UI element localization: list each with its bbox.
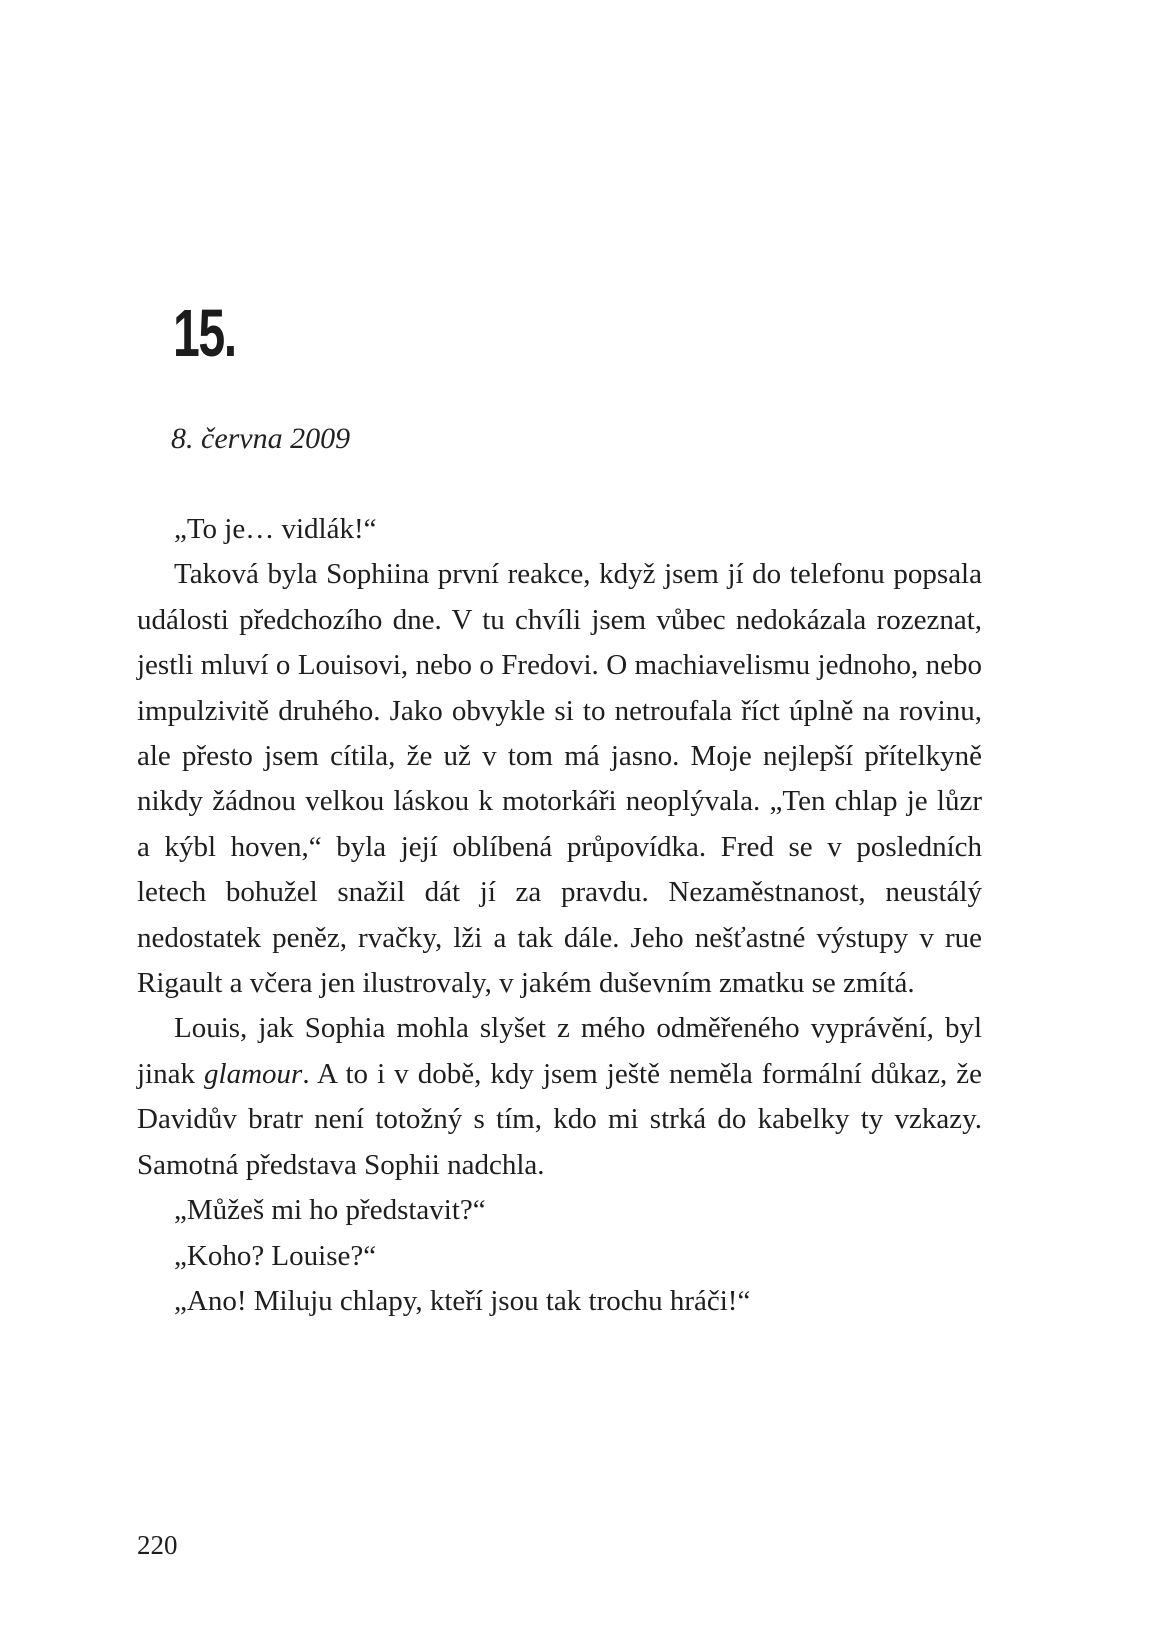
italic-word-glamour: glamour bbox=[204, 1057, 303, 1090]
chapter-date: 8. června 2009 bbox=[171, 422, 351, 455]
page-number: 220 bbox=[137, 1530, 178, 1560]
paragraph-text-segment: . A to i v době, kdy jsem ještě neměla formální důkaz, že Davidův bratr není totožný s tím, kdo mi strká do kabelky ty vzkazy. Samotná představa Sophii nadchla. bbox=[137, 1057, 982, 1181]
chapter-number: 15. bbox=[173, 296, 236, 371]
paragraph-text-segment: Louis, jak Sophia mohla slyšet z mého odměřeného vyprávění, byl jinak bbox=[137, 1012, 982, 1090]
paragraph-dialogue-muzes: „Můžeš mi ho představit?“ bbox=[174, 1194, 486, 1227]
paragraph-louis-glamour bbox=[137, 1006, 982, 1188]
paragraph-dialogue-ano: „Ano! Miluju chlapy, kteří jsou tak trochu hráči!“ bbox=[174, 1284, 751, 1317]
paragraph-sophia-reaction: Taková byla Sophiina první reakce, když jsem jí do telefonu popsala události předchozího dne. V tu chvíli jsem vůbec nedokázala rozeznat, jestli mluví o Louisovi, nebo o Fredovi. O machiavelismu jednoho, nebo impulzivitě druhého. Jako obvykle si to netroufala říct úplně na rovinu, ale přesto jsem cítila, že už v tom má jasno. Moje nejlepší přítelkyně nikdy žádnou velkou láskou k motorkáři neoplývala. „Ten chlap je lůzr a kýbl hoven,“ byla její oblíbená průpovídka. Fred se v posledních letech bohužel snažil dát jí za pravdu. Nezaměstnanost, neustálý nedostatek peněz, rvačky, lži a tak dále. Jeho nešťastné výstupy v rue Rigault a včera jen ilustrovaly, v jakém duševním zmatku se zmítá. bbox=[137, 558, 982, 1000]
paragraph-dialogue-koho: „Koho? Louise?“ bbox=[174, 1239, 377, 1272]
body-text bbox=[137, 507, 982, 1324]
paragraph-dialogue-opening: „To je… vidlák!“ bbox=[174, 513, 377, 545]
